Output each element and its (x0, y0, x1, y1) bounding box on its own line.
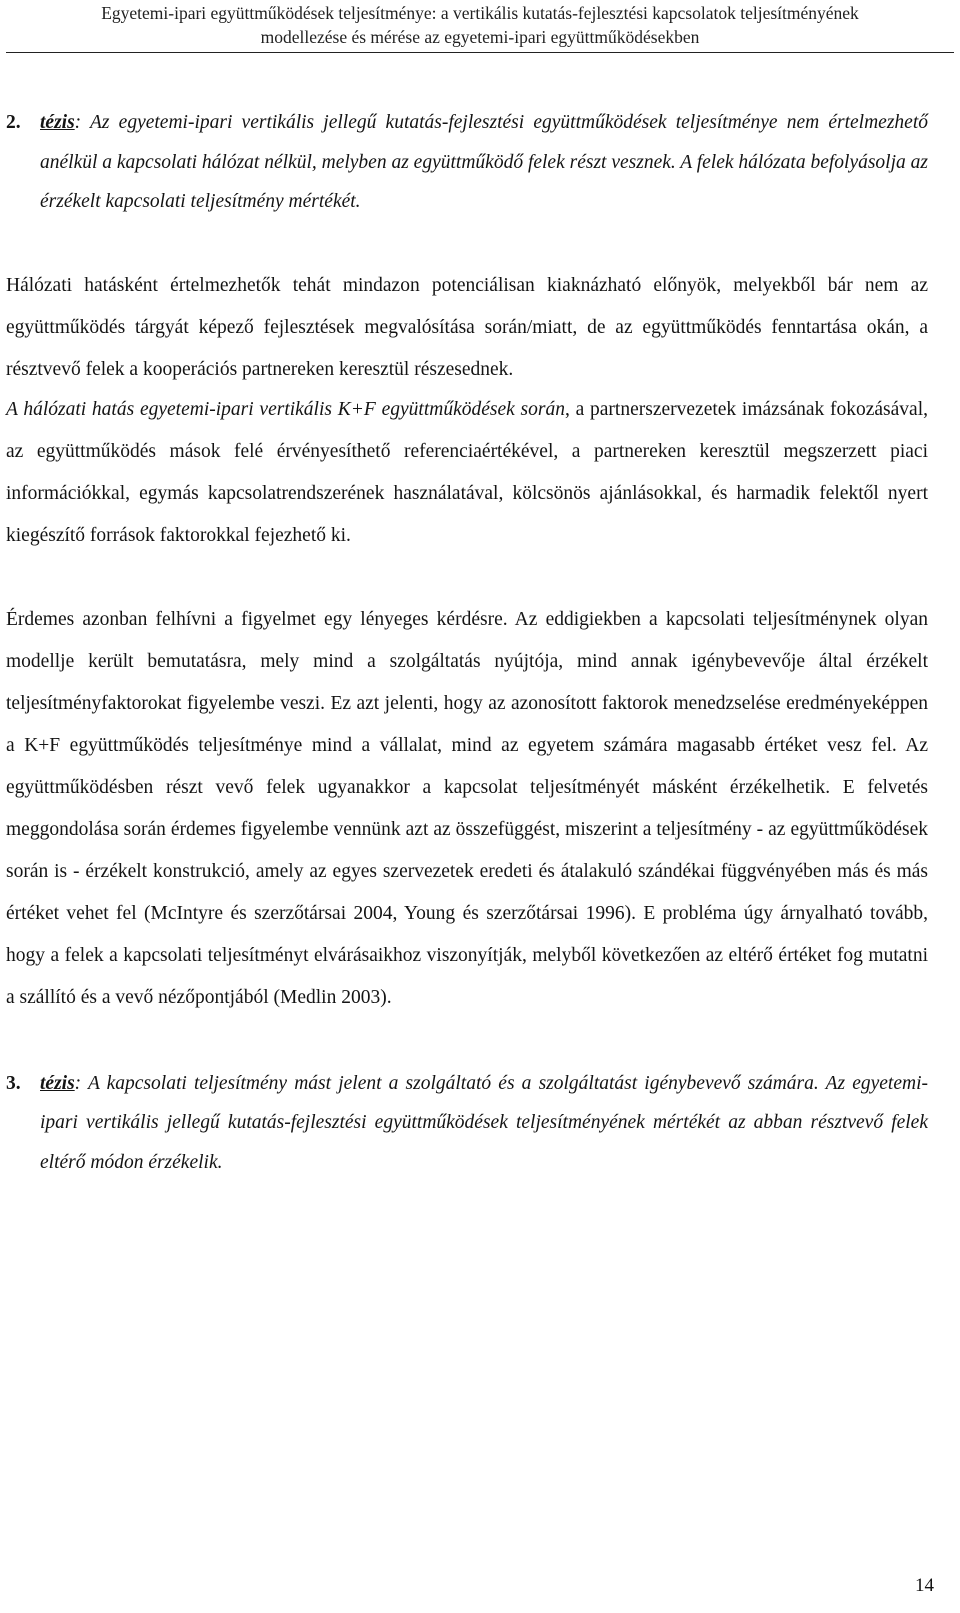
paragraph-network-effect: Hálózati hatásként értelmezhetők tehát mindazon potenciálisan kiaknázható előnyök, melyekből bár nem az együttműködés tárgyát képező fejlesztések megvalósítása során/miatt, de az együttműködés fenntartása okán, a résztvevő felek a kooperációs partnereken keresztül részesednek. (6, 274, 928, 380)
thesis-3-keyword: tézis (40, 1072, 75, 1094)
header-line-1: Egyetemi-ipari együttműködések teljesítménye: a vertikális kutatás-fejlesztési kapcsolatok teljesítményének (101, 3, 859, 23)
thesis-2-body (40, 103, 928, 222)
thesis-2-keyword: tézis (40, 112, 75, 133)
paragraph-rest: , a partnerszervezetek imázsának fokozásával, az együttműködés mások felé érvényesíthető referenciaértékével, a partnereken keresztül megszerzett piaci információkkal, egymás kapcsolatrendszerének használatával, kölcsönös ajánlásokkal, és harmadik felektől nyert kiegészítő források faktorokkal fejezhető ki. (6, 398, 928, 546)
thesis-2 (6, 103, 928, 222)
thesis-2-text: : Az egyetemi-ipari vertikális jellegű kutatás-fejlesztési együttműködések teljesítménye nem értelmezhető anélkül a kapcsolati hálózat nélkül, melyben az együttműködő felek részt vesznek. A felek hálózata befolyásolja az érzékelt kapcsolati teljesítmény mértékét. (40, 112, 928, 212)
paragraph-perception-question: Érdemes azonban felhívni a figyelmet egy lényeges kérdésre. Az eddigiekben a kapcsolati teljesítménynek olyan modellje került bemutatásra, mely mind a szolgáltatás nyújtója, mind annak igénybevevője által érzékelt teljesítményfaktorokat figyelembe veszi. Ez azt jelenti, hogy az azonosított faktorok menedzselése eredményeképpen a K+F együttműködés teljesítménye mind a vállalat, mind az egyetem számára magasabb értéket vesz fel. Az együttműködésben részt vevő felek ugyanakkor a kapcsolat teljesítményét másként érzékelhetik. E felvetés meggondolása során érdemes figyelembe vennünk azt az összefüggést, miszerint a teljesítmény - az együttműködések során is - érzékelt konstrukció, amely az egyes szervezetek eredeti és átalakuló szándékai függvényében más és más értéket vehet fel (McIntyre és szerzőtársai 2004, Young és szerzőtársai 1996). E probléma úgy árnyalható tovább, hogy a felek a kapcsolati teljesítményt elvárásaikhoz viszonyítják, melyből következően az eltérő értéket fog mutatni a szállító és a vevő nézőpontjából (Medlin 2003). (6, 608, 928, 1008)
thesis-3-body (40, 1064, 928, 1183)
thesis-2-number: 2. (6, 112, 21, 133)
thesis-3 (6, 1064, 928, 1183)
page-header (6, 0, 954, 49)
thesis-3-number: 3. (6, 1072, 21, 1094)
header-line-2: modellezése és mérése az egyetemi-ipari együttműködésekben (260, 27, 700, 47)
paragraph-network-effect-expression (6, 389, 928, 557)
document-body (6, 103, 928, 1182)
page-number: 14 (915, 1575, 934, 1596)
header-rule (6, 52, 954, 53)
paragraph-italic-lead: A hálózati hatás egyetemi-ipari vertikális K+F együttműködések során (6, 398, 565, 420)
thesis-3-text: : A kapcsolati teljesítmény mást jelent a szolgáltató és a szolgáltatást igénybevevő számára. Az egyetemi-ipari vertikális jellegű kutatás-fejlesztési együttműködések teljesítményének mértékét az abban résztvevő felek eltérő módon érzékelik. (40, 1072, 928, 1173)
